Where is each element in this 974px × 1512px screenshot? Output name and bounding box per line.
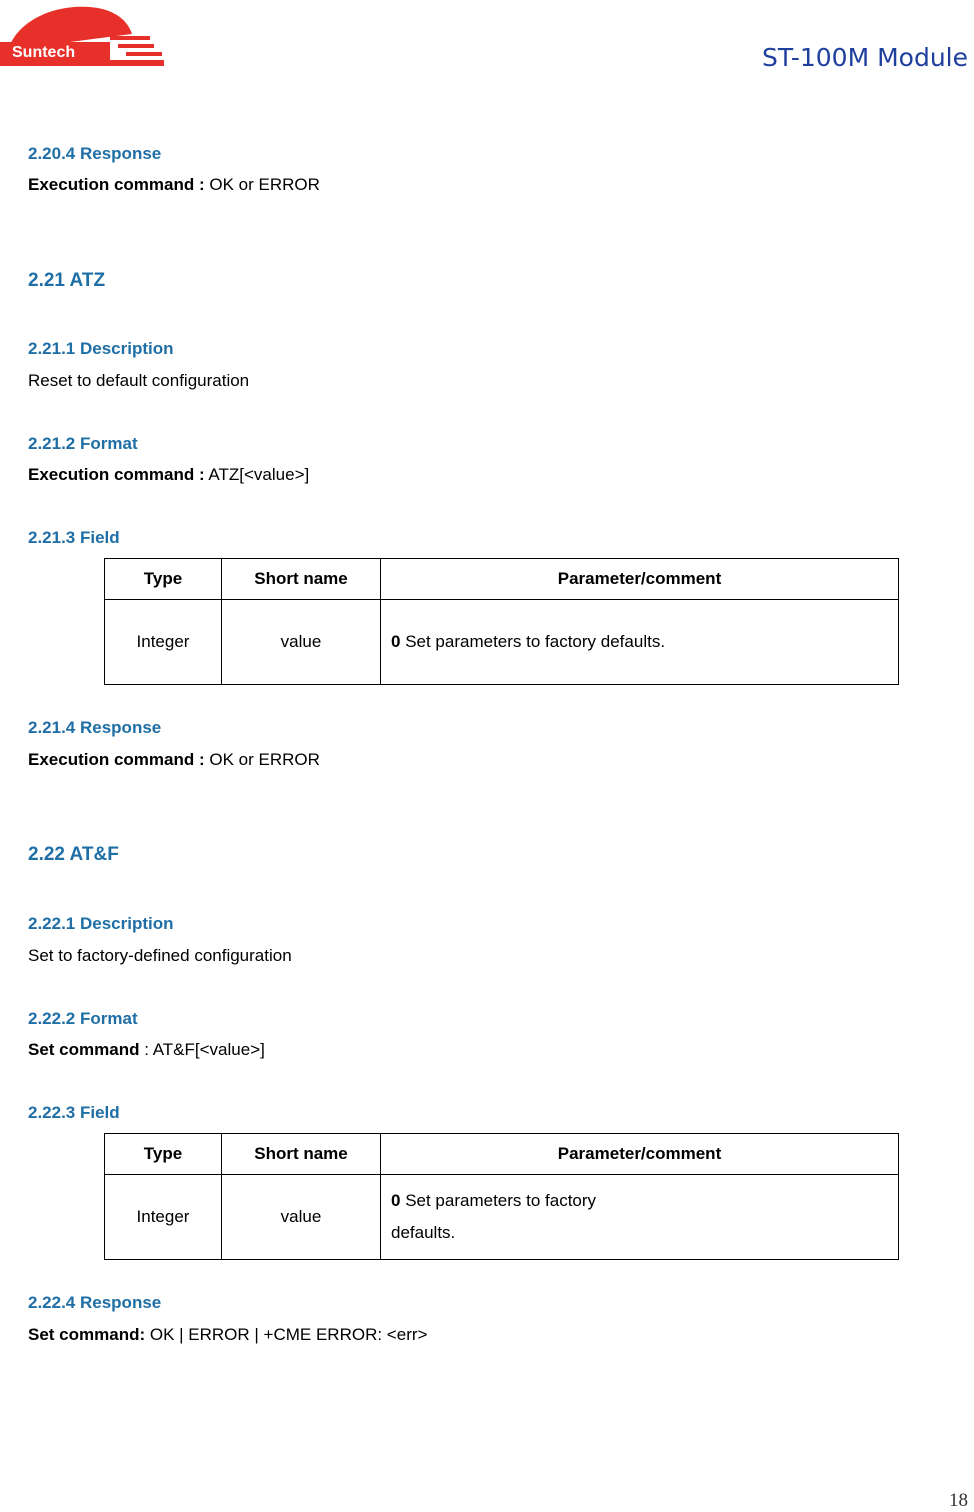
field-table-atz (104, 558, 899, 685)
suntech-logo (0, 0, 166, 75)
param-text: Set parameters to factory defaults. (400, 632, 666, 651)
format-label: Execution command : (28, 465, 205, 484)
heading-2-22-1: 2.22.1 Description (28, 914, 174, 933)
header-type: Type (105, 559, 222, 600)
cell-short-name: value (222, 1175, 381, 1260)
header-type: Type (105, 1134, 222, 1175)
response-value: OK | ERROR | +CME ERROR: <err> (145, 1325, 428, 1344)
response-line (28, 1325, 427, 1345)
heading-2-20-4: 2.20.4 Response (28, 144, 162, 163)
cell-parameter-comment (381, 600, 899, 685)
format-value: ATZ[<value>] (204, 465, 310, 484)
param-text-line1: Set parameters to factory (400, 1191, 597, 1210)
param-value: 0 (391, 632, 401, 651)
table-header-row (105, 1134, 899, 1175)
description-text: Set to factory-defined configuration (28, 946, 292, 965)
header-short-name: Short name (222, 559, 381, 600)
execution-command-value: OK or ERROR (204, 175, 320, 194)
page-number: 18 (949, 1490, 968, 1511)
heading-2-22: 2.22 AT&F (28, 844, 119, 865)
cell-type: Integer (105, 1175, 222, 1260)
heading-2-21-3: 2.21.3 Field (28, 528, 120, 547)
heading-2-21-1: 2.21.1 Description (28, 339, 174, 358)
table-header-row (105, 559, 899, 600)
header-parameter-comment: Parameter/comment (381, 1134, 899, 1175)
svg-text:Suntech: Suntech (12, 44, 76, 61)
format-line (28, 465, 309, 485)
response-label: Execution command : (28, 750, 205, 769)
heading-2-22-3: 2.22.3 Field (28, 1103, 120, 1122)
heading-2-22-2: 2.22.2 Format (28, 1009, 138, 1028)
header-short-name: Short name (222, 1134, 381, 1175)
format-line (28, 1040, 265, 1060)
format-label: Set command (28, 1040, 140, 1059)
field-table-atf (104, 1133, 899, 1260)
heading-2-21-4: 2.21.4 Response (28, 718, 162, 737)
heading-2-21-2: 2.21.2 Format (28, 434, 138, 453)
response-line (28, 750, 320, 770)
cell-type: Integer (105, 600, 222, 685)
execution-command-label: Execution command : (28, 175, 205, 194)
format-value: : AT&F[<value>] (139, 1040, 265, 1059)
param-value: 0 (391, 1191, 401, 1210)
table-row (105, 600, 899, 685)
header-parameter-comment: Parameter/comment (381, 559, 899, 600)
cell-parameter-comment (381, 1175, 899, 1260)
response-value: OK or ERROR (204, 750, 320, 769)
heading-2-21: 2.21 ATZ (28, 270, 106, 291)
document-title: ST-100M Module (761, 43, 968, 72)
cell-short-name: value (222, 600, 381, 685)
heading-2-22-4: 2.22.4 Response (28, 1293, 162, 1312)
execution-command-line (28, 175, 320, 195)
param-text-line2: defaults. (391, 1223, 456, 1242)
table-row (105, 1175, 899, 1260)
description-text: Reset to default configuration (28, 371, 250, 390)
response-label: Set command: (28, 1325, 146, 1344)
